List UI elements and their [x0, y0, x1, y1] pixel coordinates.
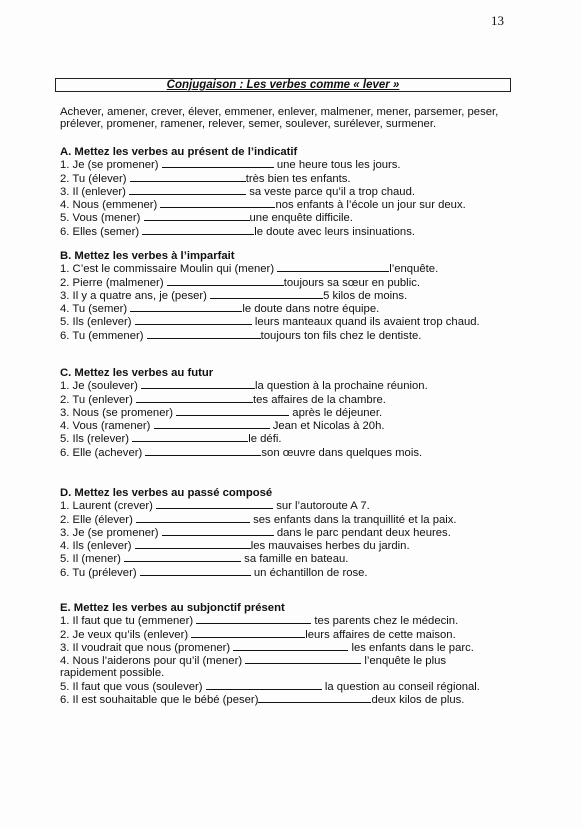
exercise-item — [60, 225, 520, 238]
item-prompt: 4. Vous (ramener) — [60, 420, 154, 433]
answer-blank[interactable] — [136, 513, 250, 523]
exercise-item — [60, 406, 520, 419]
exercise-item — [60, 262, 520, 275]
exercise-heading: E. Mettez les verbes au subjonctif présent — [60, 602, 285, 614]
exercise-item — [60, 393, 520, 406]
item-continuation: sur l’autoroute A 7. — [273, 500, 370, 513]
item-continuation: le doute avec leurs insinuations. — [254, 225, 415, 238]
answer-blank[interactable] — [145, 446, 261, 456]
item-continuation: après le déjeuner. — [289, 406, 383, 419]
exercise-b — [60, 250, 520, 342]
item-prompt: 5. Ils (relever) — [60, 433, 133, 446]
answer-blank[interactable] — [156, 499, 273, 509]
item-continuation: ses enfants dans la tranquillité et la paix. — [249, 513, 457, 526]
exercise-heading: C. Mettez les verbes au futur — [60, 367, 214, 379]
exercise-item — [60, 302, 520, 315]
answer-blank[interactable] — [167, 276, 284, 286]
exercise-item — [60, 539, 520, 552]
exercise-heading: A. Mettez les verbes au présent de l’indicatif — [60, 146, 298, 158]
answer-blank[interactable] — [130, 302, 242, 312]
answer-blank[interactable] — [142, 225, 254, 235]
item-continuation: un échantillon de rose. — [250, 566, 368, 579]
item-prompt: 1. Laurent (crever) — [60, 500, 157, 513]
item-continuation: l’enquête le plus rapidement possible. — [60, 655, 447, 680]
item-prompt: 2. Je veux qu’ils (enlever) — [60, 628, 192, 641]
item-continuation: nos enfants à l’école un jour sur deux. — [275, 199, 466, 212]
item-prompt: 4. Nous l’aiderons pour qu’il (mener) — [60, 655, 246, 668]
item-continuation: toujours sa sœur en public. — [283, 276, 420, 289]
answer-blank[interactable] — [191, 628, 305, 638]
item-continuation: le doute dans notre équipe. — [242, 303, 380, 316]
exercise-item — [60, 211, 520, 224]
verb-list: Achever, amener, crever, élever, emmener, enlever, malmener, mener, parsemer, peser, prélever, promener, ramener, relever, semer, soulever, surélever, surmener. — [60, 106, 499, 131]
exercise-a — [60, 146, 520, 238]
item-prompt: 1. C’est le commissaire Moulin qui (mener) — [60, 263, 278, 276]
item-continuation: leurs affaires de cette maison. — [305, 628, 456, 641]
exercise-d — [60, 487, 520, 579]
answer-blank[interactable] — [130, 172, 246, 182]
answer-blank[interactable] — [176, 406, 289, 416]
exercise-item — [60, 513, 520, 526]
answer-blank[interactable] — [154, 419, 270, 429]
item-prompt: 3. Je (se promener) — [60, 526, 162, 539]
item-prompt: 6. Elles (semer) — [60, 225, 143, 238]
exercise-item — [60, 526, 520, 539]
answer-blank[interactable] — [210, 289, 323, 299]
exercise-item — [60, 276, 520, 289]
item-continuation: Jean et Nicolas à 20h. — [269, 420, 385, 433]
item-continuation: leurs manteaux quand ils avaient trop chaud. — [251, 316, 480, 329]
exercise-item — [60, 446, 520, 459]
item-continuation: les mauvaises herbes du jardin. — [250, 540, 410, 553]
item-prompt: 3. Il (enlever) — [60, 185, 130, 198]
item-continuation: son œuvre dans quelques mois. — [261, 446, 423, 459]
item-continuation: tes affaires de la chambre. — [252, 393, 386, 406]
exercise-item — [60, 432, 520, 445]
item-continuation: une enquête difficile. — [249, 212, 353, 225]
exercise-item — [60, 198, 520, 211]
exercise-c — [60, 367, 520, 459]
item-prompt: 2. Tu (enlever) — [60, 393, 136, 406]
item-prompt: 1. Il faut que tu (emmener) — [60, 615, 197, 628]
exercise-item — [60, 158, 520, 171]
item-prompt: 4. Ils (enlever) — [60, 540, 135, 553]
item-continuation: la question au conseil régional. — [321, 680, 480, 693]
page-title — [55, 78, 511, 92]
item-continuation: toujours ton fils chez le dentiste. — [260, 329, 422, 342]
answer-blank[interactable] — [277, 262, 389, 272]
exercise-item — [60, 641, 520, 654]
item-continuation: deux kilos de plus. — [371, 694, 465, 707]
answer-blank[interactable] — [144, 211, 250, 221]
exercise-item — [60, 329, 520, 342]
answer-blank[interactable] — [140, 566, 251, 576]
answer-blank[interactable] — [124, 552, 241, 562]
exercise-heading: B. Mettez les verbes à l’imparfait — [60, 250, 235, 262]
item-prompt: 5. Il faut que vous (soulever) — [60, 680, 206, 693]
answer-blank[interactable] — [141, 379, 255, 389]
item-prompt: 3. Il voudrait que nous (promener) — [60, 641, 234, 654]
exercise-item — [60, 172, 520, 185]
exercise-item — [60, 566, 520, 579]
item-prompt: 2. Elle (élever) — [60, 513, 136, 526]
item-prompt: 3. Nous (se promener) — [60, 406, 177, 419]
exercise-item — [60, 680, 520, 693]
item-continuation: 5 kilos de moins. — [323, 289, 408, 302]
exercise-item — [60, 289, 520, 302]
exercise-item — [60, 552, 520, 565]
answer-blank[interactable] — [196, 614, 311, 624]
item-continuation: la question à la prochaine réunion. — [255, 380, 428, 393]
item-prompt: 3. Il y a quatre ans, je (peser) — [60, 289, 211, 302]
exercise-item — [60, 628, 520, 641]
answer-blank[interactable] — [233, 641, 348, 651]
answer-blank[interactable] — [135, 539, 251, 549]
answer-blank[interactable] — [258, 693, 371, 703]
exercise-item — [60, 693, 520, 706]
item-continuation: les enfants dans le parc. — [348, 641, 474, 654]
exercise-item — [60, 185, 520, 198]
item-prompt: 5. Ils (enlever) — [60, 316, 135, 329]
exercise-heading: D. Mettez les verbes au passé composé — [60, 487, 273, 499]
item-prompt: 6. Tu (prélever) — [60, 566, 140, 579]
item-continuation: le défi. — [248, 433, 282, 446]
item-continuation: une heure tous les jours. — [273, 159, 401, 172]
item-prompt: 6. Tu (emmener) — [60, 329, 147, 342]
answer-blank[interactable] — [136, 393, 253, 403]
item-prompt: 5. Il (mener) — [60, 553, 125, 566]
item-continuation: sa famille en bateau. — [241, 553, 349, 566]
exercise-e — [60, 602, 520, 706]
answer-blank[interactable] — [129, 185, 246, 195]
exercise-item — [60, 315, 520, 328]
item-continuation: tes parents chez le médecin. — [311, 615, 459, 628]
item-prompt: 2. Pierre (malmener) — [60, 276, 167, 289]
exercise-item — [60, 614, 520, 627]
item-continuation: l’enquête. — [389, 263, 439, 276]
item-prompt: 6. Elle (achever) — [60, 446, 146, 459]
page-number: 13 — [491, 13, 504, 28]
item-prompt: 2. Tu (élever) — [60, 172, 130, 185]
exercise-item — [60, 499, 520, 512]
item-continuation: sa veste parce qu’il a trop chaud. — [246, 185, 415, 198]
exercise-item — [60, 379, 520, 392]
item-prompt: 4. Nous (emmener) — [60, 199, 161, 212]
item-prompt: 5. Vous (mener) — [60, 212, 144, 225]
item-continuation: dans le parc pendant deux heures. — [273, 526, 451, 539]
item-prompt: 6. Il est souhaitable que le bébé (peser) — [60, 694, 259, 707]
answer-blank[interactable] — [135, 315, 252, 325]
exercise-item — [60, 654, 500, 680]
answer-blank[interactable] — [162, 526, 274, 536]
item-prompt: 4. Tu (semer) — [60, 303, 131, 316]
answer-blank[interactable] — [160, 198, 275, 208]
answer-blank[interactable] — [162, 158, 274, 168]
answer-blank[interactable] — [147, 329, 261, 339]
answer-blank[interactable] — [132, 432, 248, 442]
answer-blank[interactable] — [245, 654, 361, 664]
item-continuation: très bien tes enfants. — [245, 172, 351, 185]
exercise-item — [60, 419, 520, 432]
page-title-text: Conjugaison : Les verbes comme « lever » — [166, 79, 400, 91]
answer-blank[interactable] — [206, 680, 322, 690]
item-prompt: 1. Je (se promener) — [60, 159, 162, 172]
item-prompt: 1. Je (soulever) — [60, 380, 141, 393]
